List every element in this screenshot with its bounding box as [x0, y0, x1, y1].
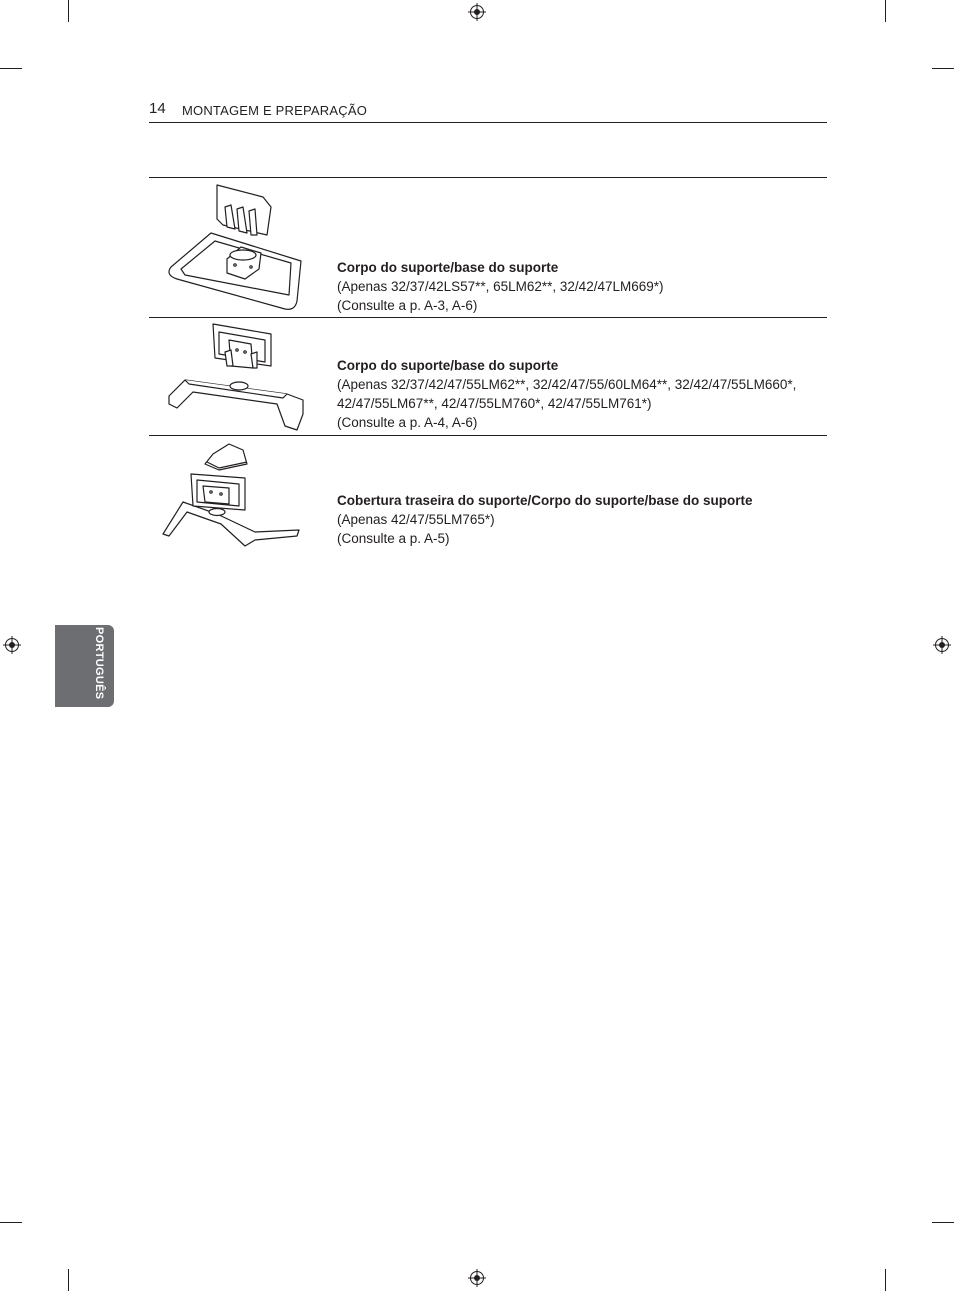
crop-mark: [68, 1269, 69, 1291]
crop-mark: [0, 1222, 22, 1223]
crop-mark: [0, 68, 22, 69]
part-models: (Apenas 42/47/55LM765*): [337, 512, 495, 527]
table-row: [149, 177, 827, 317]
stand-cover-body-base-v-icon: [159, 440, 307, 552]
table-row: [149, 435, 827, 556]
part-title: Cobertura traseira do suporte/Corpo do suporte/base do suporte: [337, 493, 753, 508]
part-description: [337, 491, 753, 548]
registration-mark-icon: [933, 636, 951, 654]
part-models: (Apenas 32/37/42/47/55LM62**, 32/42/47/55/60LM64**, 32/42/47/55LM660*,: [337, 377, 797, 392]
part-title: Corpo do suporte/base do suporte: [337, 358, 559, 373]
table-row: [149, 317, 827, 435]
crop-mark: [932, 1222, 954, 1223]
page-header: [149, 100, 827, 123]
crop-mark: [885, 0, 886, 22]
crop-mark: [932, 68, 954, 69]
language-label: PORTUGUÊS: [93, 627, 105, 700]
registration-mark-icon: [3, 636, 21, 654]
registration-mark-icon: [468, 1269, 486, 1287]
part-reference: (Consulte a p. A-4, A-6): [337, 415, 478, 430]
section-title: MONTAGEM E PREPARAÇÃO: [182, 103, 368, 118]
stand-body-base-arched-icon: [159, 322, 307, 432]
crop-mark: [885, 1269, 886, 1291]
registration-mark-icon: [468, 3, 486, 21]
part-description: [337, 258, 664, 315]
part-models-continued: 42/47/55LM67**, 42/47/55LM760*, 42/47/55LM761*): [337, 396, 652, 411]
parts-table: [149, 177, 827, 556]
part-description: [337, 356, 796, 432]
part-reference: (Consulte a p. A-5): [337, 531, 450, 546]
language-tab: [55, 625, 114, 707]
page-number: 14: [149, 100, 166, 117]
part-title: Corpo do suporte/base do suporte: [337, 260, 559, 275]
part-models: (Apenas 32/37/42LS57**, 65LM62**, 32/42/47LM669*): [337, 279, 664, 294]
part-reference: (Consulte a p. A-3, A-6): [337, 298, 478, 313]
crop-mark: [68, 0, 69, 22]
stand-body-base-rectangular-icon: [159, 183, 307, 313]
